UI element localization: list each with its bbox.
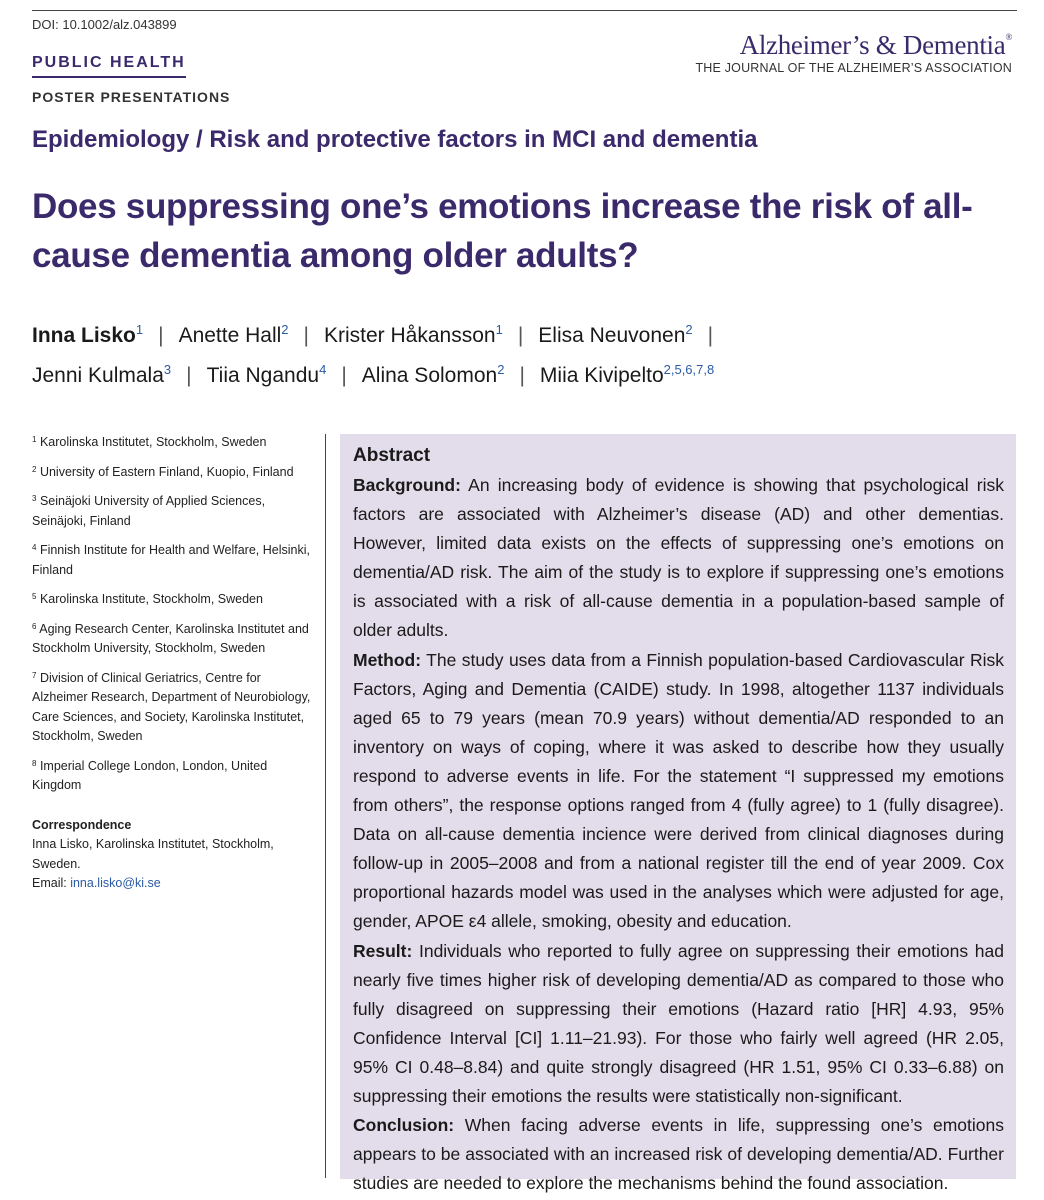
author: Anette Hall$^2$ (178, 322, 289, 347)
correspondence-text: Inna Lisko, Karolinska Institutet, Stockholm, Sweden. (32, 837, 274, 871)
author-separator: | (186, 364, 192, 387)
affiliations (32, 430, 312, 894)
author-separator: | (158, 324, 164, 347)
correspondence (32, 816, 312, 894)
affiliation-item: $^1$ Karolinska Institutet, Stockholm, Sweden (32, 435, 267, 449)
abstract-conclusion: Conclusion: When facing adverse events in life, suppressing one’s emotions appears to be associated with an increased risk of developing dementia/AD. Further studies are needed to explore the mechanisms behind the found association. (353, 1115, 1004, 1194)
author: Elisa Neuvonen$^2$ (538, 322, 693, 347)
email-link[interactable]: inna.lisko@ki.se (70, 876, 161, 890)
author: Inna Lisko$^1$ (32, 322, 144, 347)
correspondence-heading: Correspondence (32, 817, 132, 832)
affiliation-item: $^7$ Division of Clinical Geriatrics, Centre for Alzheimer Research, Department of Neurobiology, Care Sciences, and Society, Karolinska Institutet, Stockholm, Sweden (32, 670, 311, 743)
top-rule (32, 10, 1017, 11)
journal-masthead (695, 30, 1012, 75)
abstract-method: Method: The study uses data from a Finnish population-based Cardiovascular Risk Factors, Aging and Dementia (CAIDE) study. In 1998, altogether 1137 individuals aged 65 to 79 years (mean 70.9 years) without dementia/AD responded to an inventory on ways of coping, where it was asked to describe how they usually respond to adverse events in life. For the statement “I suppressed my emotions from others”, the response options ranged from 4 (fully agree) to 1 (fully disagree). Data on all-cause dementia incience were derived from clinical diagnoses during follow-up in 2005–2008 and from a national register till the end of year 2009. Cox proportional hazards model was used in the analyses which were adjusted for age, gender, APOE ε4 allele, smoking, obesity and education. (353, 649, 1004, 932)
author-separator: | (517, 324, 524, 347)
category: Epidemiology / Risk and protective factors in MCI and dementia (32, 126, 758, 153)
affiliation-item: $^8$ Imperial College London, London, United Kingdom (32, 758, 268, 792)
column-divider (325, 434, 326, 1178)
correspondence-email-line: Email: inna.lisko@ki.se (32, 876, 161, 890)
affiliation-item: $^4$ Finnish Institute for Health and Welfare, Helsinki, Finland (32, 543, 310, 577)
author: Alina Solomon$^2$ (361, 362, 505, 387)
author-list (32, 313, 1017, 393)
author-separator: | (519, 364, 525, 387)
affiliation-item: $^6$ Aging Research Center, Karolinska Institutet and Stockholm University, Stockholm, Sweden (32, 621, 309, 655)
doi: DOI: 10.1002/alz.043899 (32, 17, 177, 32)
affiliation-item: $^2$ University of Eastern Finland, Kuopio, Finland (32, 464, 294, 479)
author: Tiia Ngandu$^4$ (206, 362, 327, 387)
author-separator: | (303, 324, 309, 347)
author-separator: | (341, 364, 347, 387)
affiliation-item: $^3$ Seinäjoki University of Applied Sciences, Seinäjoki, Finland (32, 494, 266, 528)
author: Miia Kivipelto$^{2,5,6,7,8}$ (539, 362, 715, 387)
paper-title: Does suppressing one’s emotions increase the risk of all-cause dementia among older adults? (32, 187, 973, 275)
abstract-background: Background: An increasing body of evidence is showing that psychological risk factors are associated with Alzheimer’s disease (AD) and other dementias. However, limited data exists on the effects of suppressing one’s emotions on dementia/AD risk. The aim of the study is to explore if suppressing one’s emotions is associated with a risk of all-cause dementia in a population-based sample of older adults. (353, 475, 1004, 641)
author: Jenni Kulmala$^3$ (32, 362, 172, 387)
subsection-heading: POSTER PRESENTATIONS (32, 89, 231, 105)
journal-subtitle: THE JOURNAL OF THE ALZHEIMER’S ASSOCIATION (695, 61, 1012, 75)
author: Krister Håkansson$^1$ (324, 322, 503, 347)
section-heading: PUBLIC HEALTH (32, 54, 186, 78)
affiliation-item: $^5$ Karolinska Institute, Stockholm, Sweden (32, 592, 263, 606)
journal-logo: Alzheimer’s & Dementia® (739, 30, 1012, 60)
abstract-heading: Abstract (353, 445, 431, 466)
abstract-result: Result: Individuals who reported to fully agree on suppressing their emotions had nearly five times higher risk of developing dementia/AD as compared to those who fully disagreed on suppressing their emotions (Hazard ratio [HR] 4.93, 95% Confidence Interval [CI] 1.11–21.93). For those who fairly well agreed (HR 2.05, 95% CI 0.48–8.84) and quite strongly disagreed (HR 1.51, 95% CI 0.33–6.88) on suppressing their emotions the results were statistically non-significant. (353, 940, 1004, 1106)
author-separator: | (707, 324, 714, 347)
abstract-box (340, 434, 1016, 1194)
